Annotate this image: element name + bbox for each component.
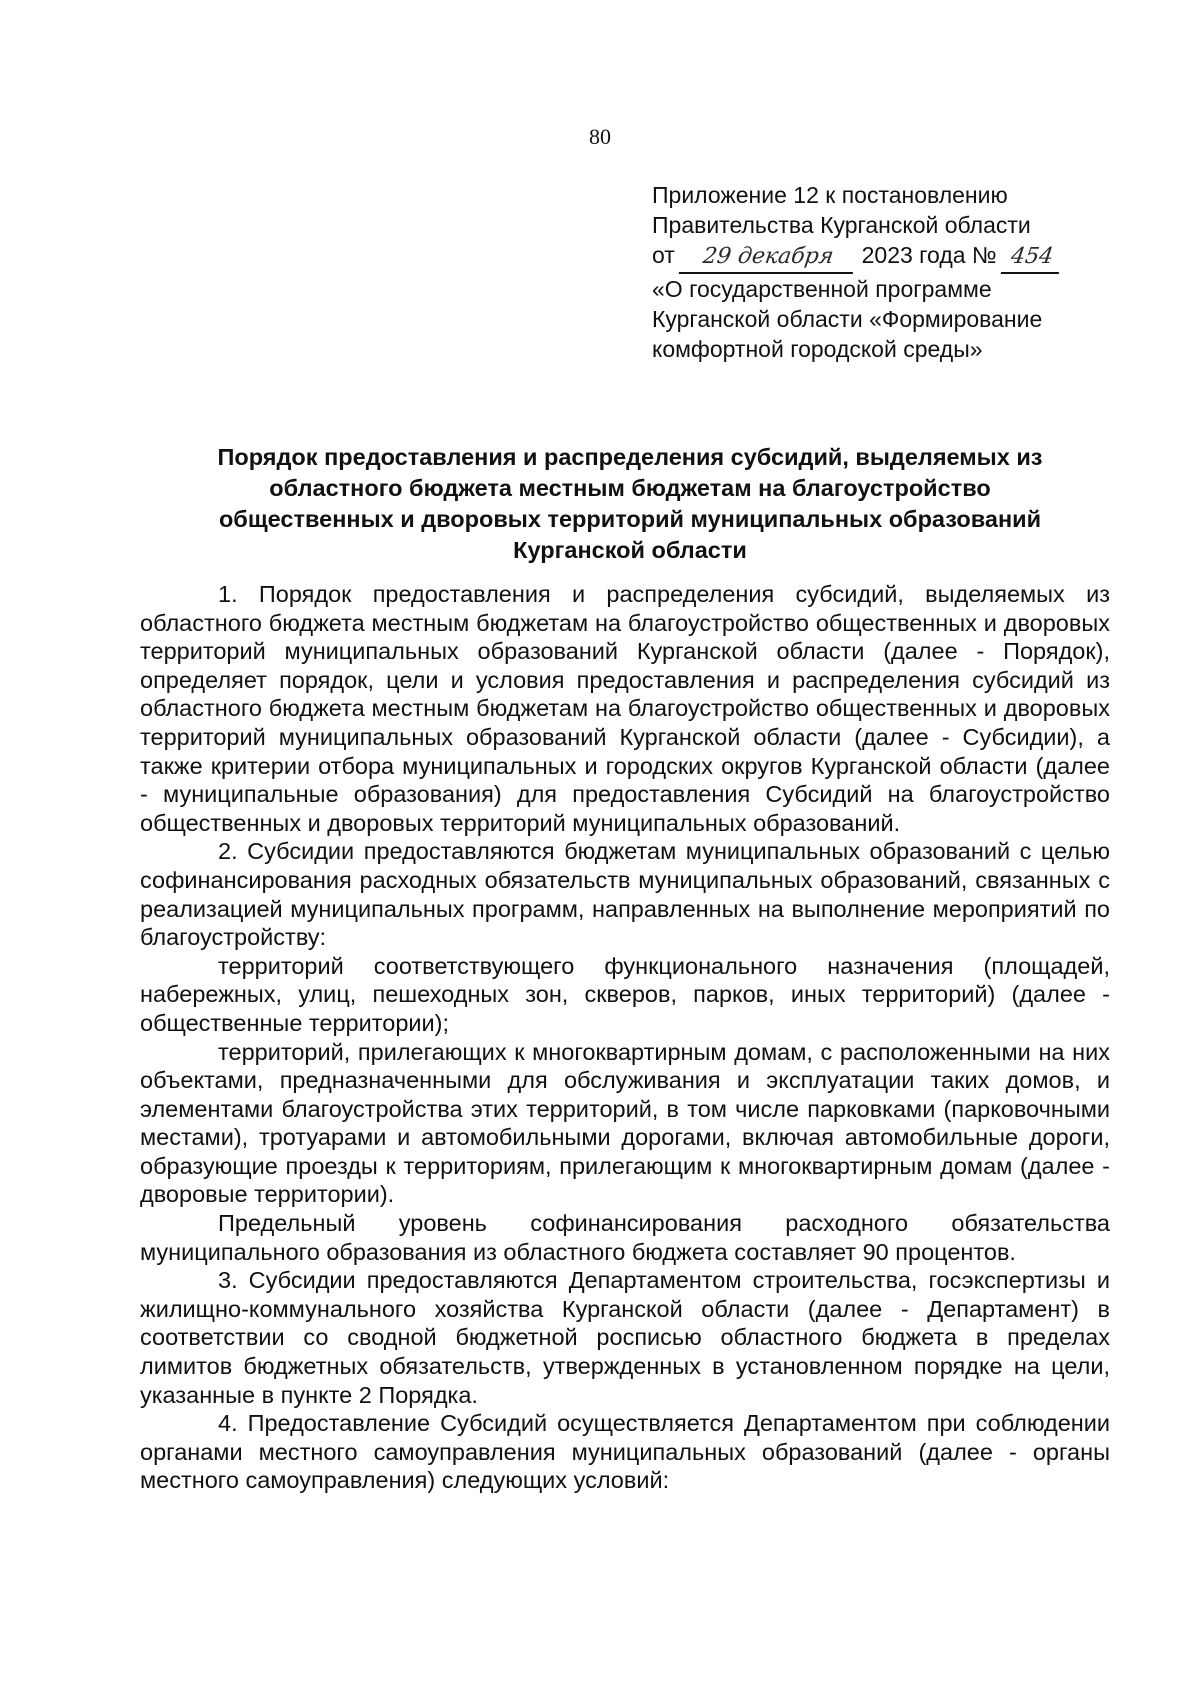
paragraph-2: 2. Субсидии предоставляются бюджетам муниципальных образований с целью софинансирования расходных обязательств муниципальных образований, связанных с реализацией муниципальных программ, направленных на выполнение мероприятий по благоустройству: [140,838,1110,951]
paragraph-yard-territories: территорий, прилегающих к многоквартирным домам, с расположенными на них объектами, предназначенными для обслуживания и эксплуатации таких домов, и элементами благоустройства этих территорий, в том числе парковками (парковочными местами), тротуарами и автомобильными дорогами, включая автомобильные дороги, образующие проезды к территориям, прилегающим к многоквартирным домам (далее - дворовые территории). [140,1038,1110,1208]
appendix-header [652,180,1112,364]
appendix-date-line [652,240,1112,274]
appendix-line-5: Курганской области «Формирование [652,306,1043,332]
paragraph-public-territories: территорий соответствующего функционального назначения (площадей, набережных, улиц, пешеходных зон, скверов, парков, иных территорий) (далее - общественные территории); [140,952,1110,1036]
appendix-line-2: Правительства Курганской области [652,212,1031,238]
title-line-2: областного бюджета местным бюджетам на благоустройство [269,475,991,501]
appendix-line-6: комфортной городской среды» [652,336,983,362]
title-line-1: Порядок предоставления и распределения субсидий, выделяемых из [217,444,1043,470]
appendix-line-1: Приложение 12 к постановлению [652,182,1008,208]
page-number: 80 [589,124,611,149]
document-body [140,580,1110,1495]
handwritten-number: 454 [1001,242,1063,274]
title-line-4: Курганской области [513,537,747,563]
paragraph-1: 1. Порядок предоставления и распределения субсидий, выделяемых из областного бюджета местным бюджетам на благоустройство общественных и дворовых территорий муниципальных образований Курганской области (далее - Порядок), определяет порядок, цели и условия предоставления и распределения субсидий из областного бюджета местным бюджетам на благоустройство общественных и дворовых территорий муниципальных образований Курганской области (далее - Субсидии), а также критерии отбора муниципальных и городских округов Курганской области (далее - муниципальные образования) для предоставления Субсидий на благоустройство общественных и дворовых территорий муниципальных образований. [140,581,1110,836]
paragraph-cofinancing-level: Предельный уровень софинансирования расходного обязательства муниципального образования из областного бюджета составляет 90 процентов. [140,1210,1110,1265]
date-prefix: от [652,242,675,268]
document-title [150,442,1110,566]
handwritten-date: 29 декабря [679,242,857,274]
paragraph-4: 4. Предоставление Субсидий осуществляется Департаментом при соблюдении органами местного самоуправления муниципальных образований (далее - органы местного самоуправления) следующих условий: [140,1410,1110,1494]
paragraph-3: 3. Субсидии предоставляются Департаментом строительства, госэкспертизы и жилищно-коммунального хозяйства Курганской области (далее - Департамент) в соответствии со сводной бюджетной росписью областного бюджета в пределах лимитов бюджетных обязательств, утвержденных в установленном порядке на цели, указанные в пункте 2 Порядка. [140,1267,1110,1408]
date-suffix: 2023 года № [861,242,997,268]
title-line-3: общественных и дворовых территорий муниципальных образований [218,506,1042,532]
appendix-line-4: «О государственной программе [652,276,992,302]
